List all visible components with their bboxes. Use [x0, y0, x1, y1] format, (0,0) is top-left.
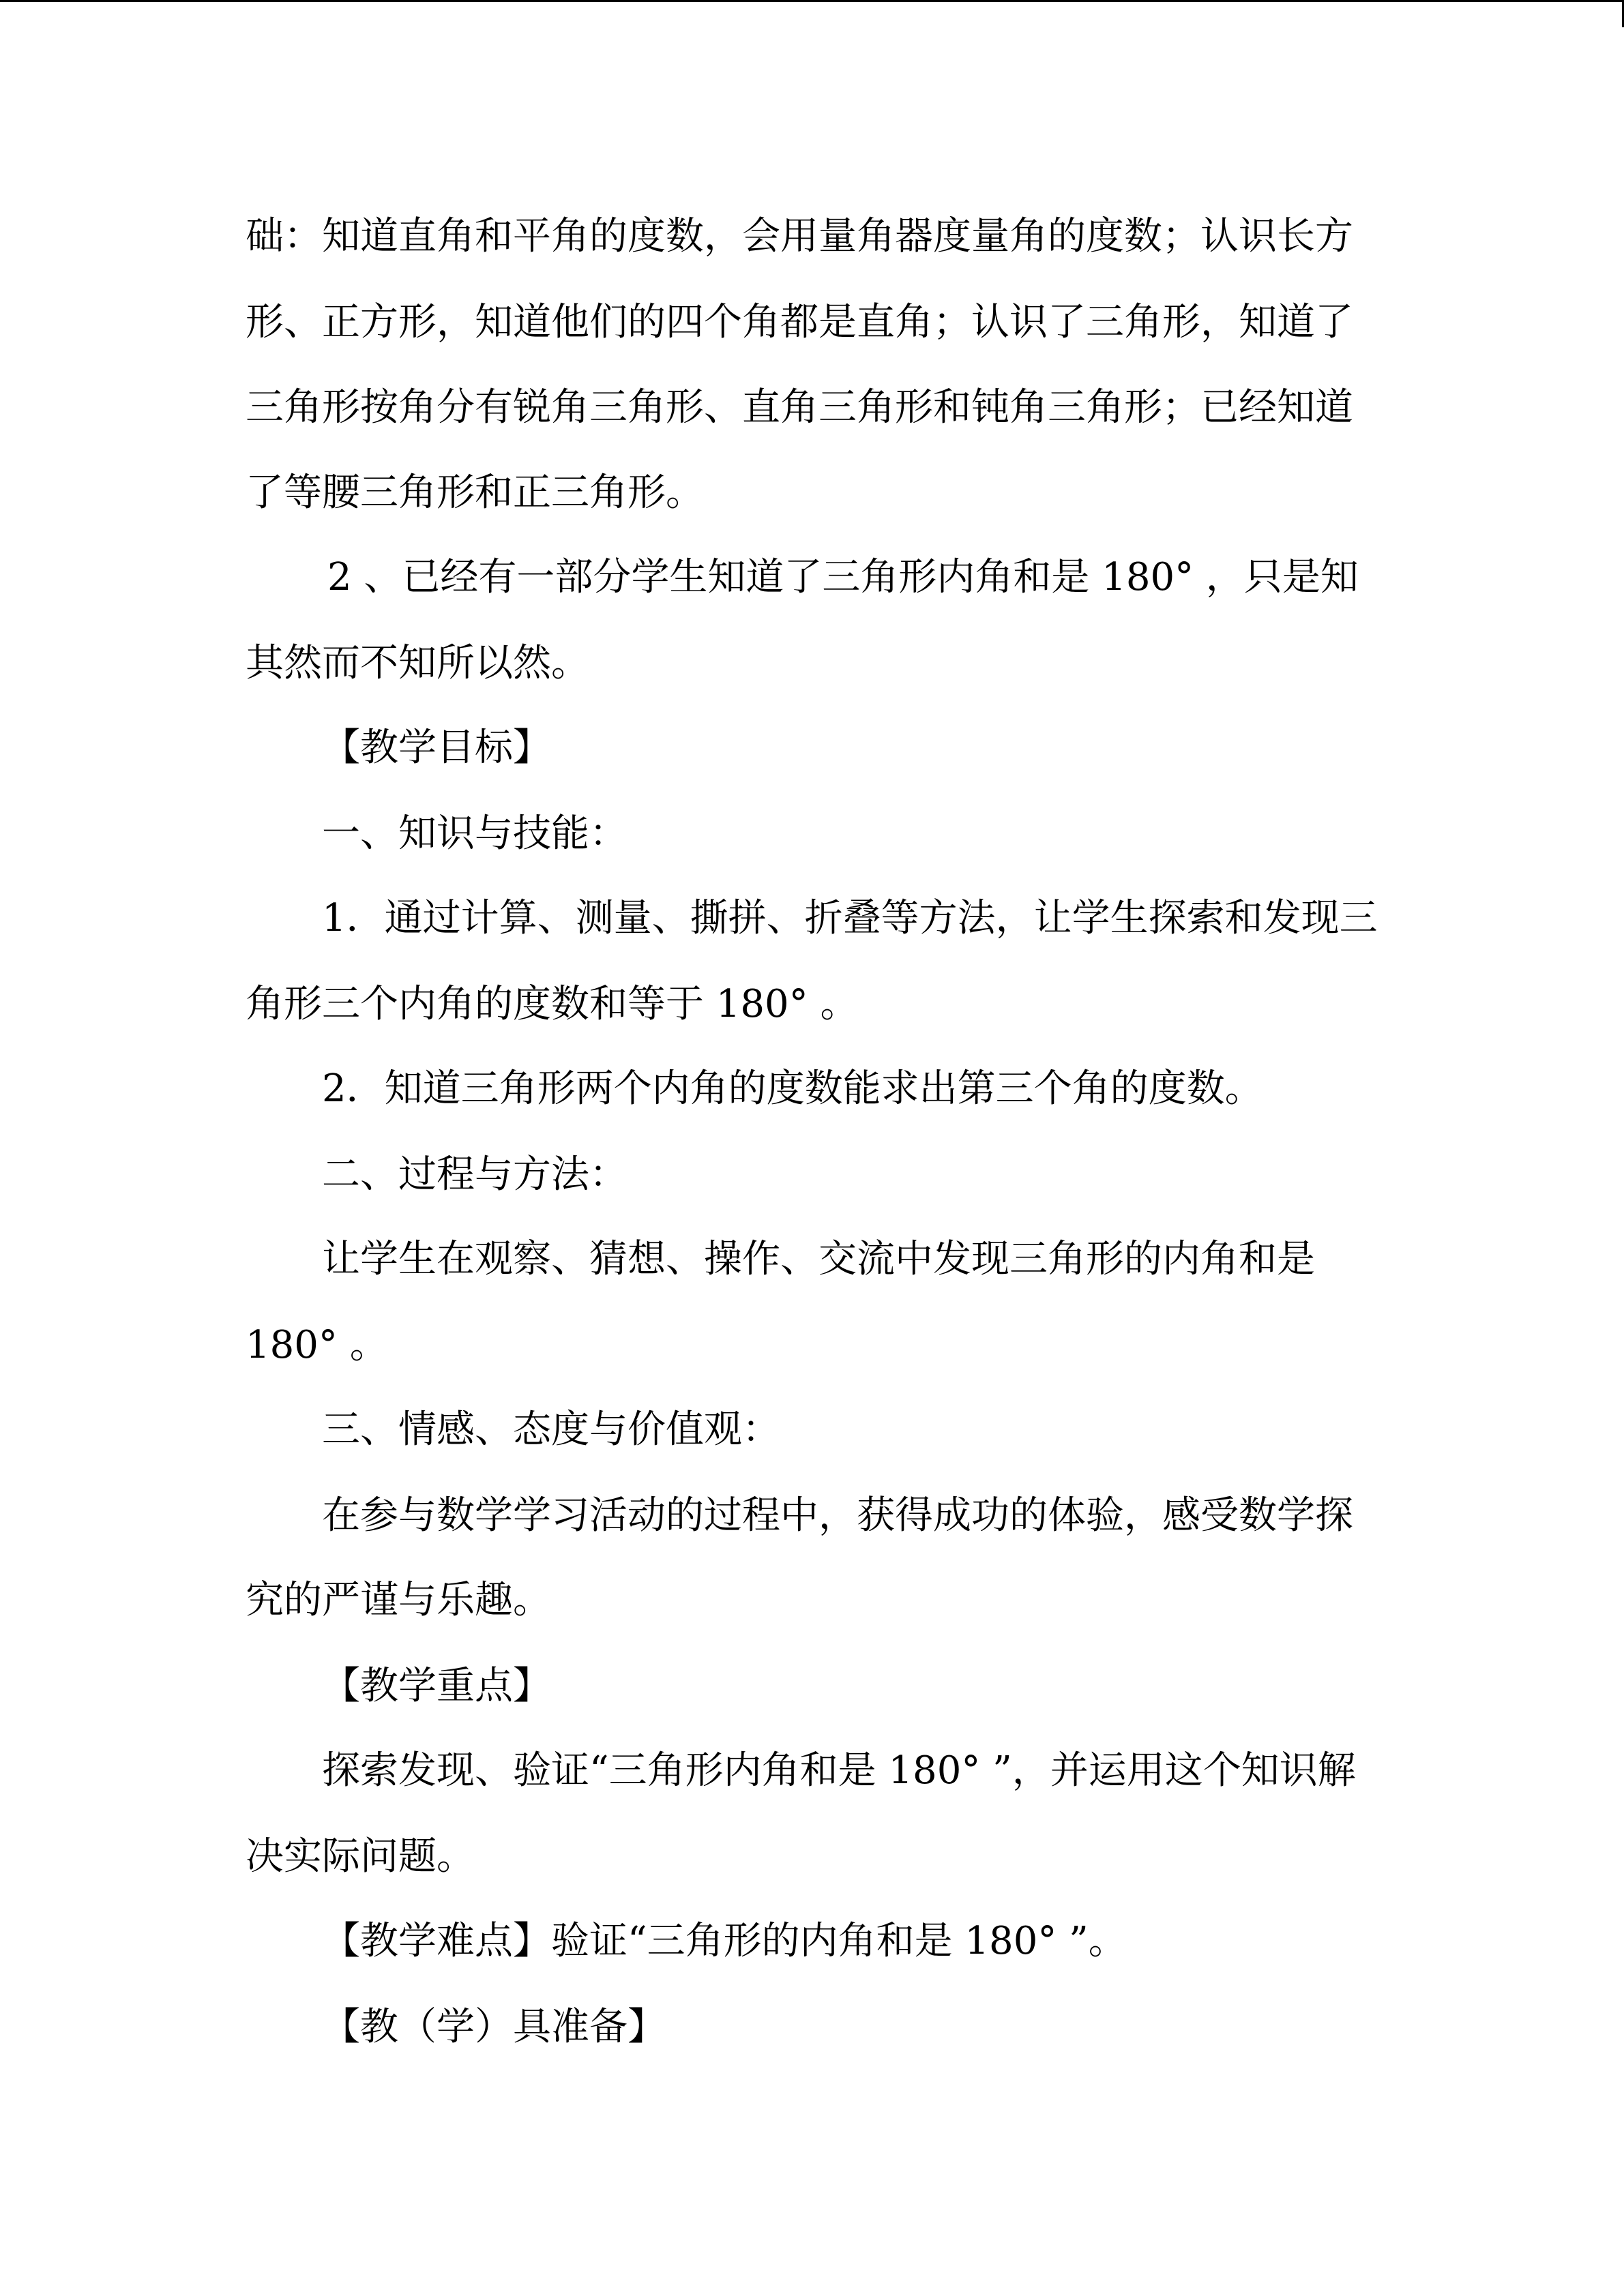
paragraph-line: 2．知道三角形两个内角的度数能求出第三个角的度数。: [322, 1067, 1263, 1111]
section-heading: 【教学目标】: [322, 726, 551, 770]
paragraph-line: 形、正方形，知道他们的四个角都是直角；认识了三角形，知道了: [246, 300, 1353, 344]
section-heading: 【教学难点】验证“三角形的内角和是 180° ”。: [322, 1919, 1127, 1963]
section-heading: 【教学重点】: [322, 1664, 551, 1708]
paragraph-line: 决实际问题。: [246, 1834, 475, 1879]
paragraph-line: 其然而不知所以然。: [246, 641, 589, 685]
paragraph-line: 180° 。: [246, 1323, 388, 1367]
paragraph-line: 1．通过计算、测量、撕拼、折叠等方法，让学生探索和发现三: [322, 896, 1378, 940]
paragraph-line: 角形三个内角的度数和等于 180° 。: [246, 982, 859, 1026]
subsection-heading: 一、知识与技能：: [322, 811, 628, 856]
paragraph-line: 在参与数学学习活动的过程中，获得成功的体验，感受数学探: [322, 1493, 1353, 1538]
paragraph-line: 2 、已经有一部分学生知道了三角形内角和是 180° ，只是知: [327, 555, 1359, 599]
paragraph-line: 础：知道直角和平角的度数，会用量角器度量角的度数；认识长方: [246, 214, 1353, 258]
paragraph-line: 究的严谨与乐趣。: [246, 1578, 551, 1622]
page-top-border: [0, 0, 1624, 2]
paragraph-line: 了等腰三角形和正三角形。: [246, 471, 704, 515]
paragraph-line: 三角形按角分有锐角三角形、直角三角形和钝角三角形；已经知道: [246, 385, 1353, 430]
section-heading: 【教（学）具准备】: [322, 2005, 666, 2049]
paragraph-line: 探索发现、验证“三角形内角和是 180° ”，并运用这个知识解: [322, 1748, 1356, 1793]
subsection-heading: 三、情感、态度与价值观：: [322, 1407, 780, 1452]
paragraph-line: 让学生在观察、猜想、操作、交流中发现三角形的内角和是: [322, 1237, 1315, 1281]
subsection-heading: 二、过程与方法：: [322, 1152, 628, 1197]
